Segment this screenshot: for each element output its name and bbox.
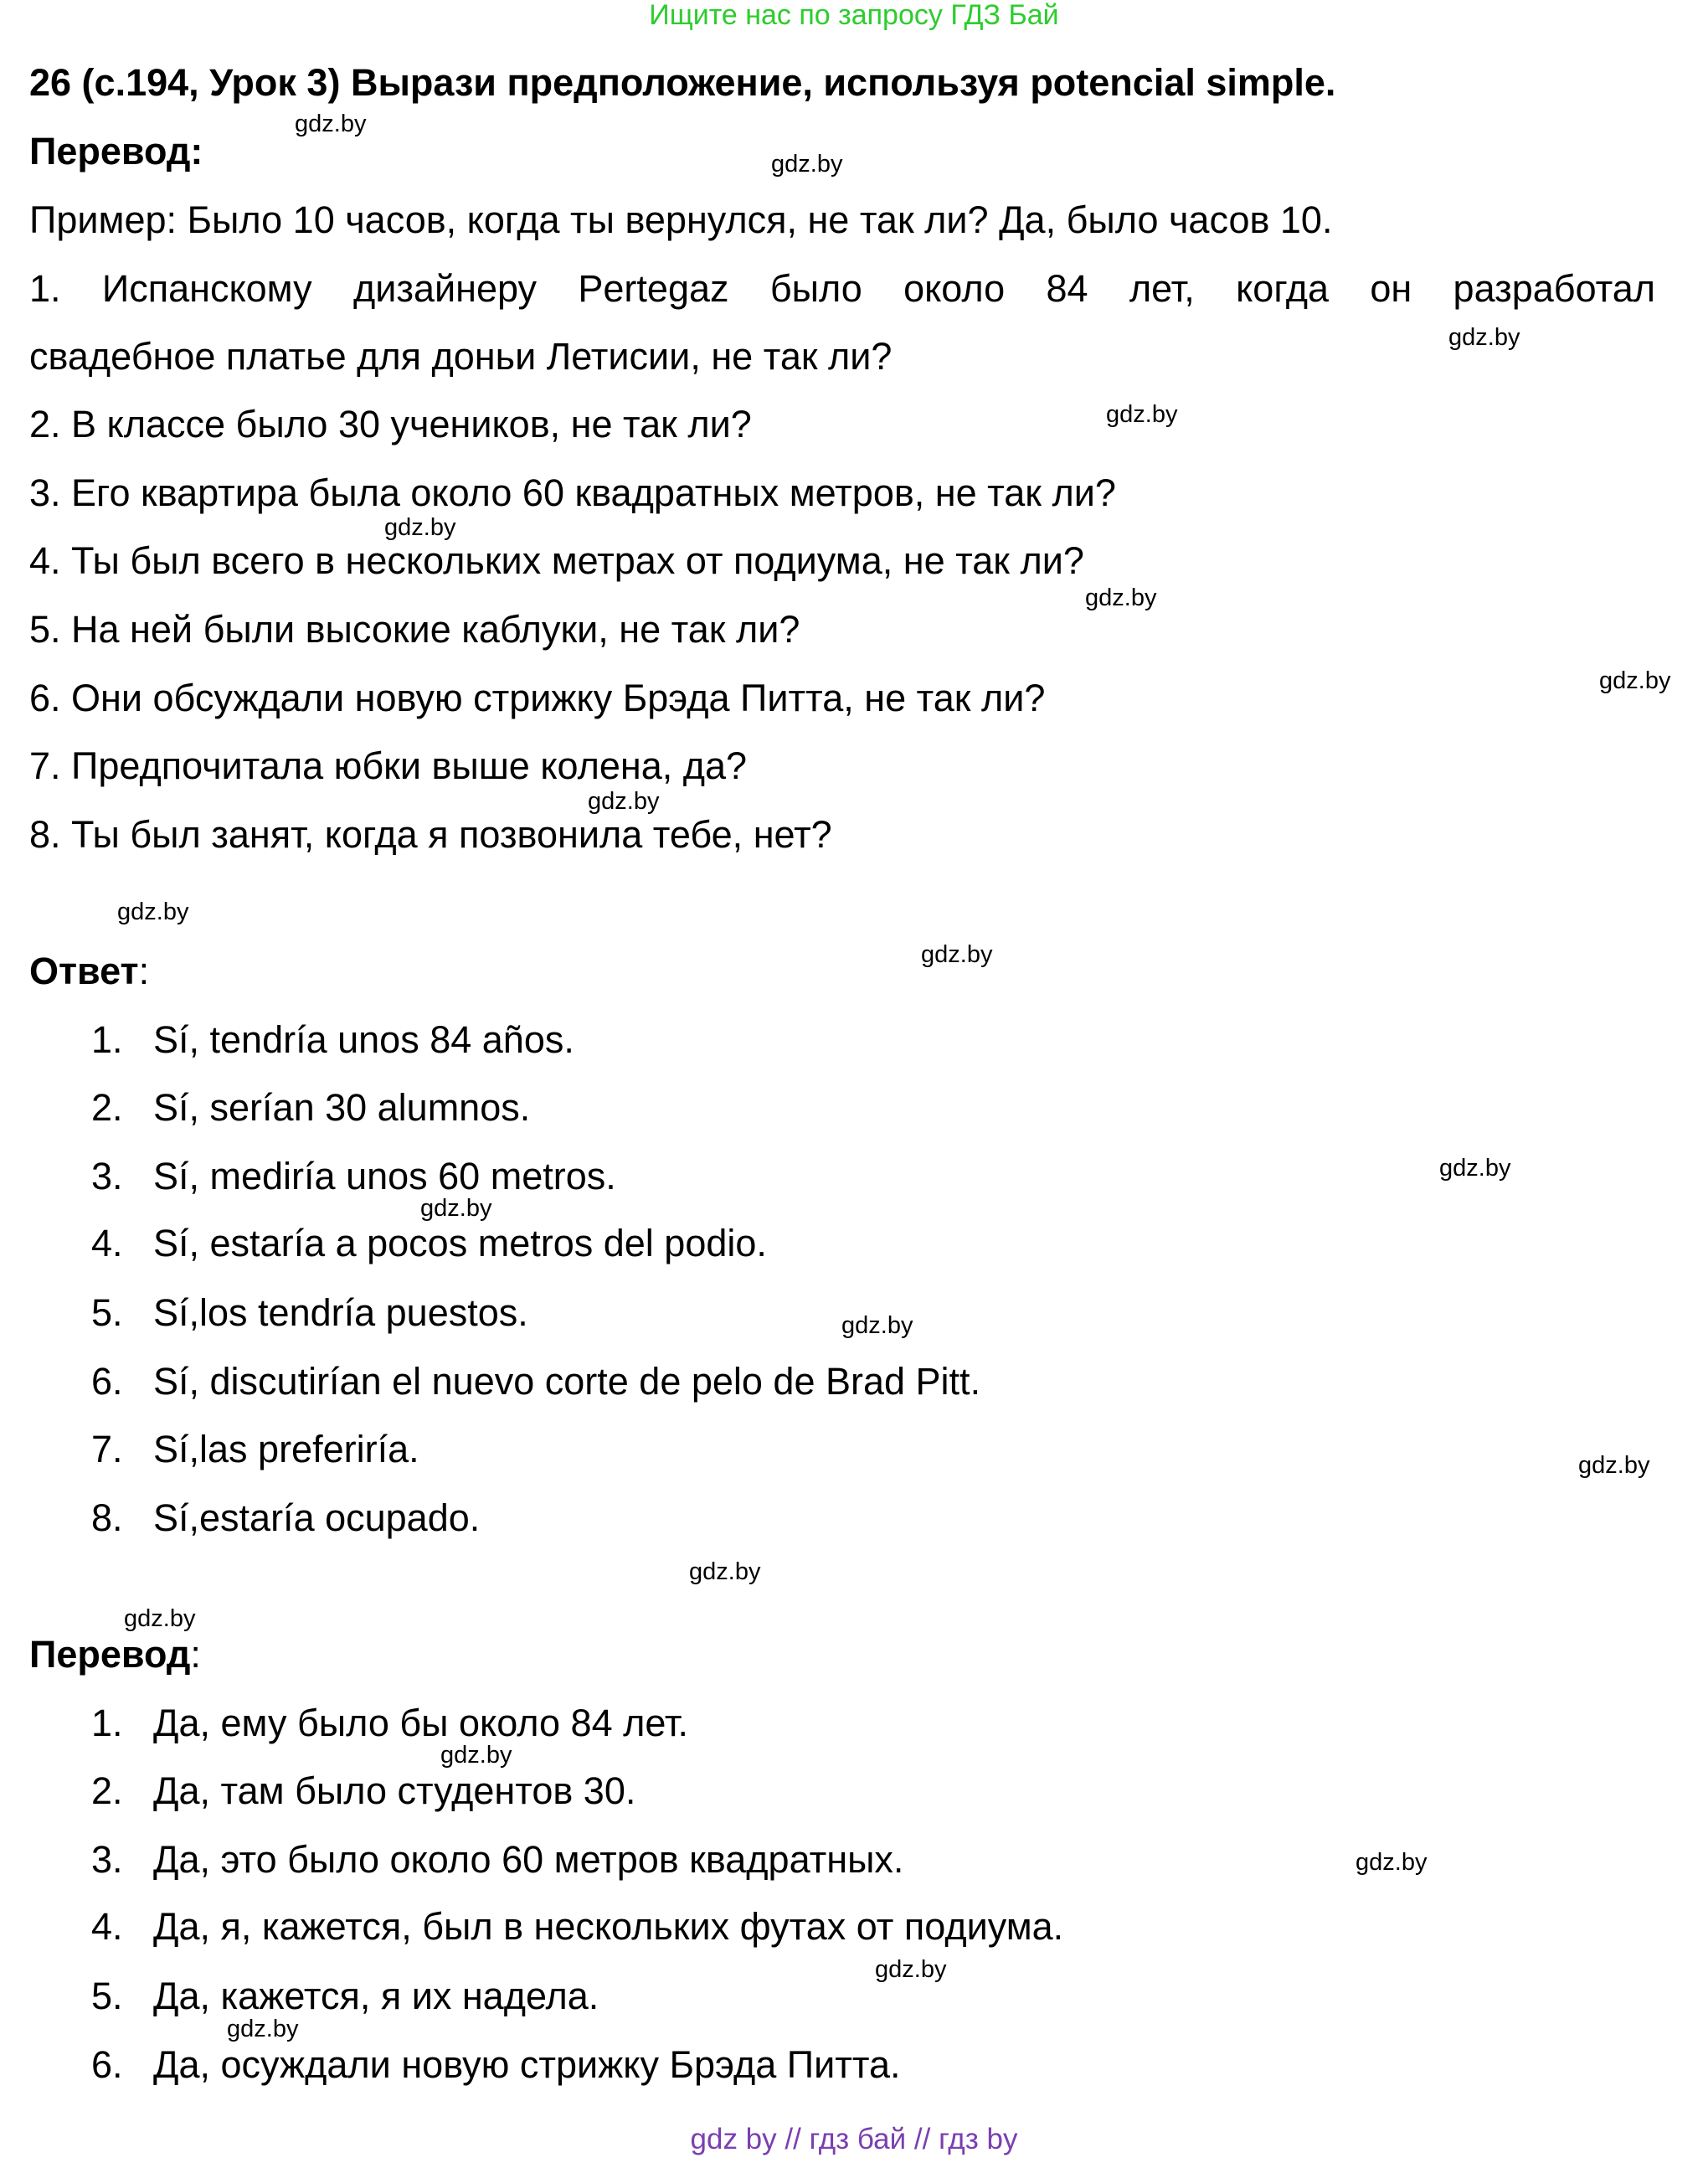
watermark: gdz.by — [1439, 1155, 1511, 1182]
watermark: gdz.by — [921, 941, 993, 968]
translation-text: Да, ему было бы около 84 лет. — [153, 1702, 689, 1744]
answer-text: Sí,estaría ocupado. — [153, 1496, 481, 1539]
watermark: gdz.by — [124, 1605, 196, 1632]
question-item: 4. Ты был всего в нескольких метрах от подиума, не так ли? — [29, 539, 1084, 582]
translation-number: 1. — [91, 1702, 123, 1744]
translation-text: Да, там было студентов 30. — [153, 1769, 636, 1812]
translation-text: Да, я, кажется, был в нескольких футах от подиума. — [153, 1905, 1064, 1948]
question-1-line-1: 1. Испанскому дизайнеру Pertegaz было около 84 лет, когда он разработал — [29, 267, 1655, 310]
translation-number: 5. — [91, 1975, 123, 2017]
translation-number: 4. — [91, 1905, 123, 1948]
answer-number: 3. — [91, 1155, 123, 1197]
watermark: gdz.by — [420, 1195, 492, 1222]
page-title: 26 (с.194, Урок 3) Вырази предположение, используя potencial simple. — [29, 61, 1336, 104]
question-item: 6. Они обсуждали новую стрижку Брэда Питта, не так ли? — [29, 677, 1046, 719]
footer-links: gdz by // гдз бай // гдз by — [690, 2123, 1018, 2155]
answer-number: 1. — [91, 1018, 123, 1061]
watermark: gdz.by — [227, 2016, 299, 2042]
translation2-heading-colon: : — [190, 1633, 201, 1676]
watermark: gdz.by — [1106, 401, 1178, 428]
answer-text: Sí, estaría a pocos metros del podio. — [153, 1222, 767, 1264]
question-1-line-2: свадебное платье для доньи Летисии, не так ли? — [29, 335, 893, 378]
watermark: gdz.by — [689, 1558, 761, 1585]
example-line: Пример: Было 10 часов, когда ты вернулся, не так ли? Да, было часов 10. — [29, 198, 1333, 241]
answer-number: 8. — [91, 1496, 123, 1539]
answer-text: Sí, tendría unos 84 años. — [153, 1018, 574, 1061]
translation-number: 2. — [91, 1769, 123, 1812]
watermark: gdz.by — [771, 151, 843, 178]
translation-text: Да, это было около 60 метров квадратных. — [153, 1838, 904, 1881]
translation2-heading — [29, 1630, 201, 1680]
translation2-heading-text: Перевод — [29, 1633, 191, 1676]
watermark: gdz.by — [1578, 1452, 1650, 1479]
answer-text: Sí,los tendría puestos. — [153, 1291, 528, 1334]
question-item: 2. В классе было 30 учеников, не так ли? — [29, 403, 752, 445]
watermark: gdz.by — [1356, 1849, 1428, 1876]
watermark: gdz.by — [117, 899, 189, 925]
watermark: gdz.by — [841, 1312, 913, 1339]
watermark: gdz.by — [1448, 324, 1520, 351]
answer-number: 6. — [91, 1360, 123, 1403]
answer-heading-colon: : — [138, 950, 150, 992]
answer-number: 4. — [91, 1222, 123, 1264]
question-item: 8. Ты был занят, когда я позвонила тебе, нет? — [29, 813, 832, 856]
translation-number: 3. — [91, 1838, 123, 1881]
answer-number: 7. — [91, 1428, 123, 1470]
question-item: 5. На ней были высокие каблуки, не так ли? — [29, 608, 800, 651]
answer-heading — [29, 946, 149, 996]
answer-heading-text: Ответ — [29, 950, 139, 992]
answer-text: Sí,las preferiría. — [153, 1428, 419, 1470]
question-item: 3. Его квартира была около 60 квадратных метров, не так ли? — [29, 471, 1116, 514]
translation-text: Да, кажется, я их надела. — [153, 1975, 599, 2017]
translation-heading: Перевод: — [29, 130, 203, 173]
watermark: gdz.by — [1599, 667, 1671, 694]
answer-text: Sí, mediría unos 60 metros. — [153, 1155, 616, 1197]
question-item: 7. Предпочитала юбки выше колена, да? — [29, 744, 748, 787]
translation-number: 6. — [91, 2043, 123, 2086]
answer-number: 2. — [91, 1086, 123, 1129]
watermark: gdz.by — [875, 1956, 947, 1983]
translation-text: Да, осуждали новую стрижку Брэда Питта. — [153, 2043, 901, 2086]
answer-text: Sí, serían 30 alumnos. — [153, 1086, 531, 1129]
header-banner: Ищите нас по запросу ГДЗ Бай — [649, 0, 1059, 31]
watermark: gdz.by — [440, 1742, 512, 1769]
answer-text: Sí, discutirían el nuevo corte de pelo de Brad Pitt. — [153, 1360, 981, 1403]
answer-number: 5. — [91, 1291, 123, 1334]
watermark: gdz.by — [295, 111, 367, 137]
watermark: gdz.by — [1085, 584, 1157, 611]
watermark: gdz.by — [588, 788, 660, 815]
watermark: gdz.by — [384, 514, 456, 541]
